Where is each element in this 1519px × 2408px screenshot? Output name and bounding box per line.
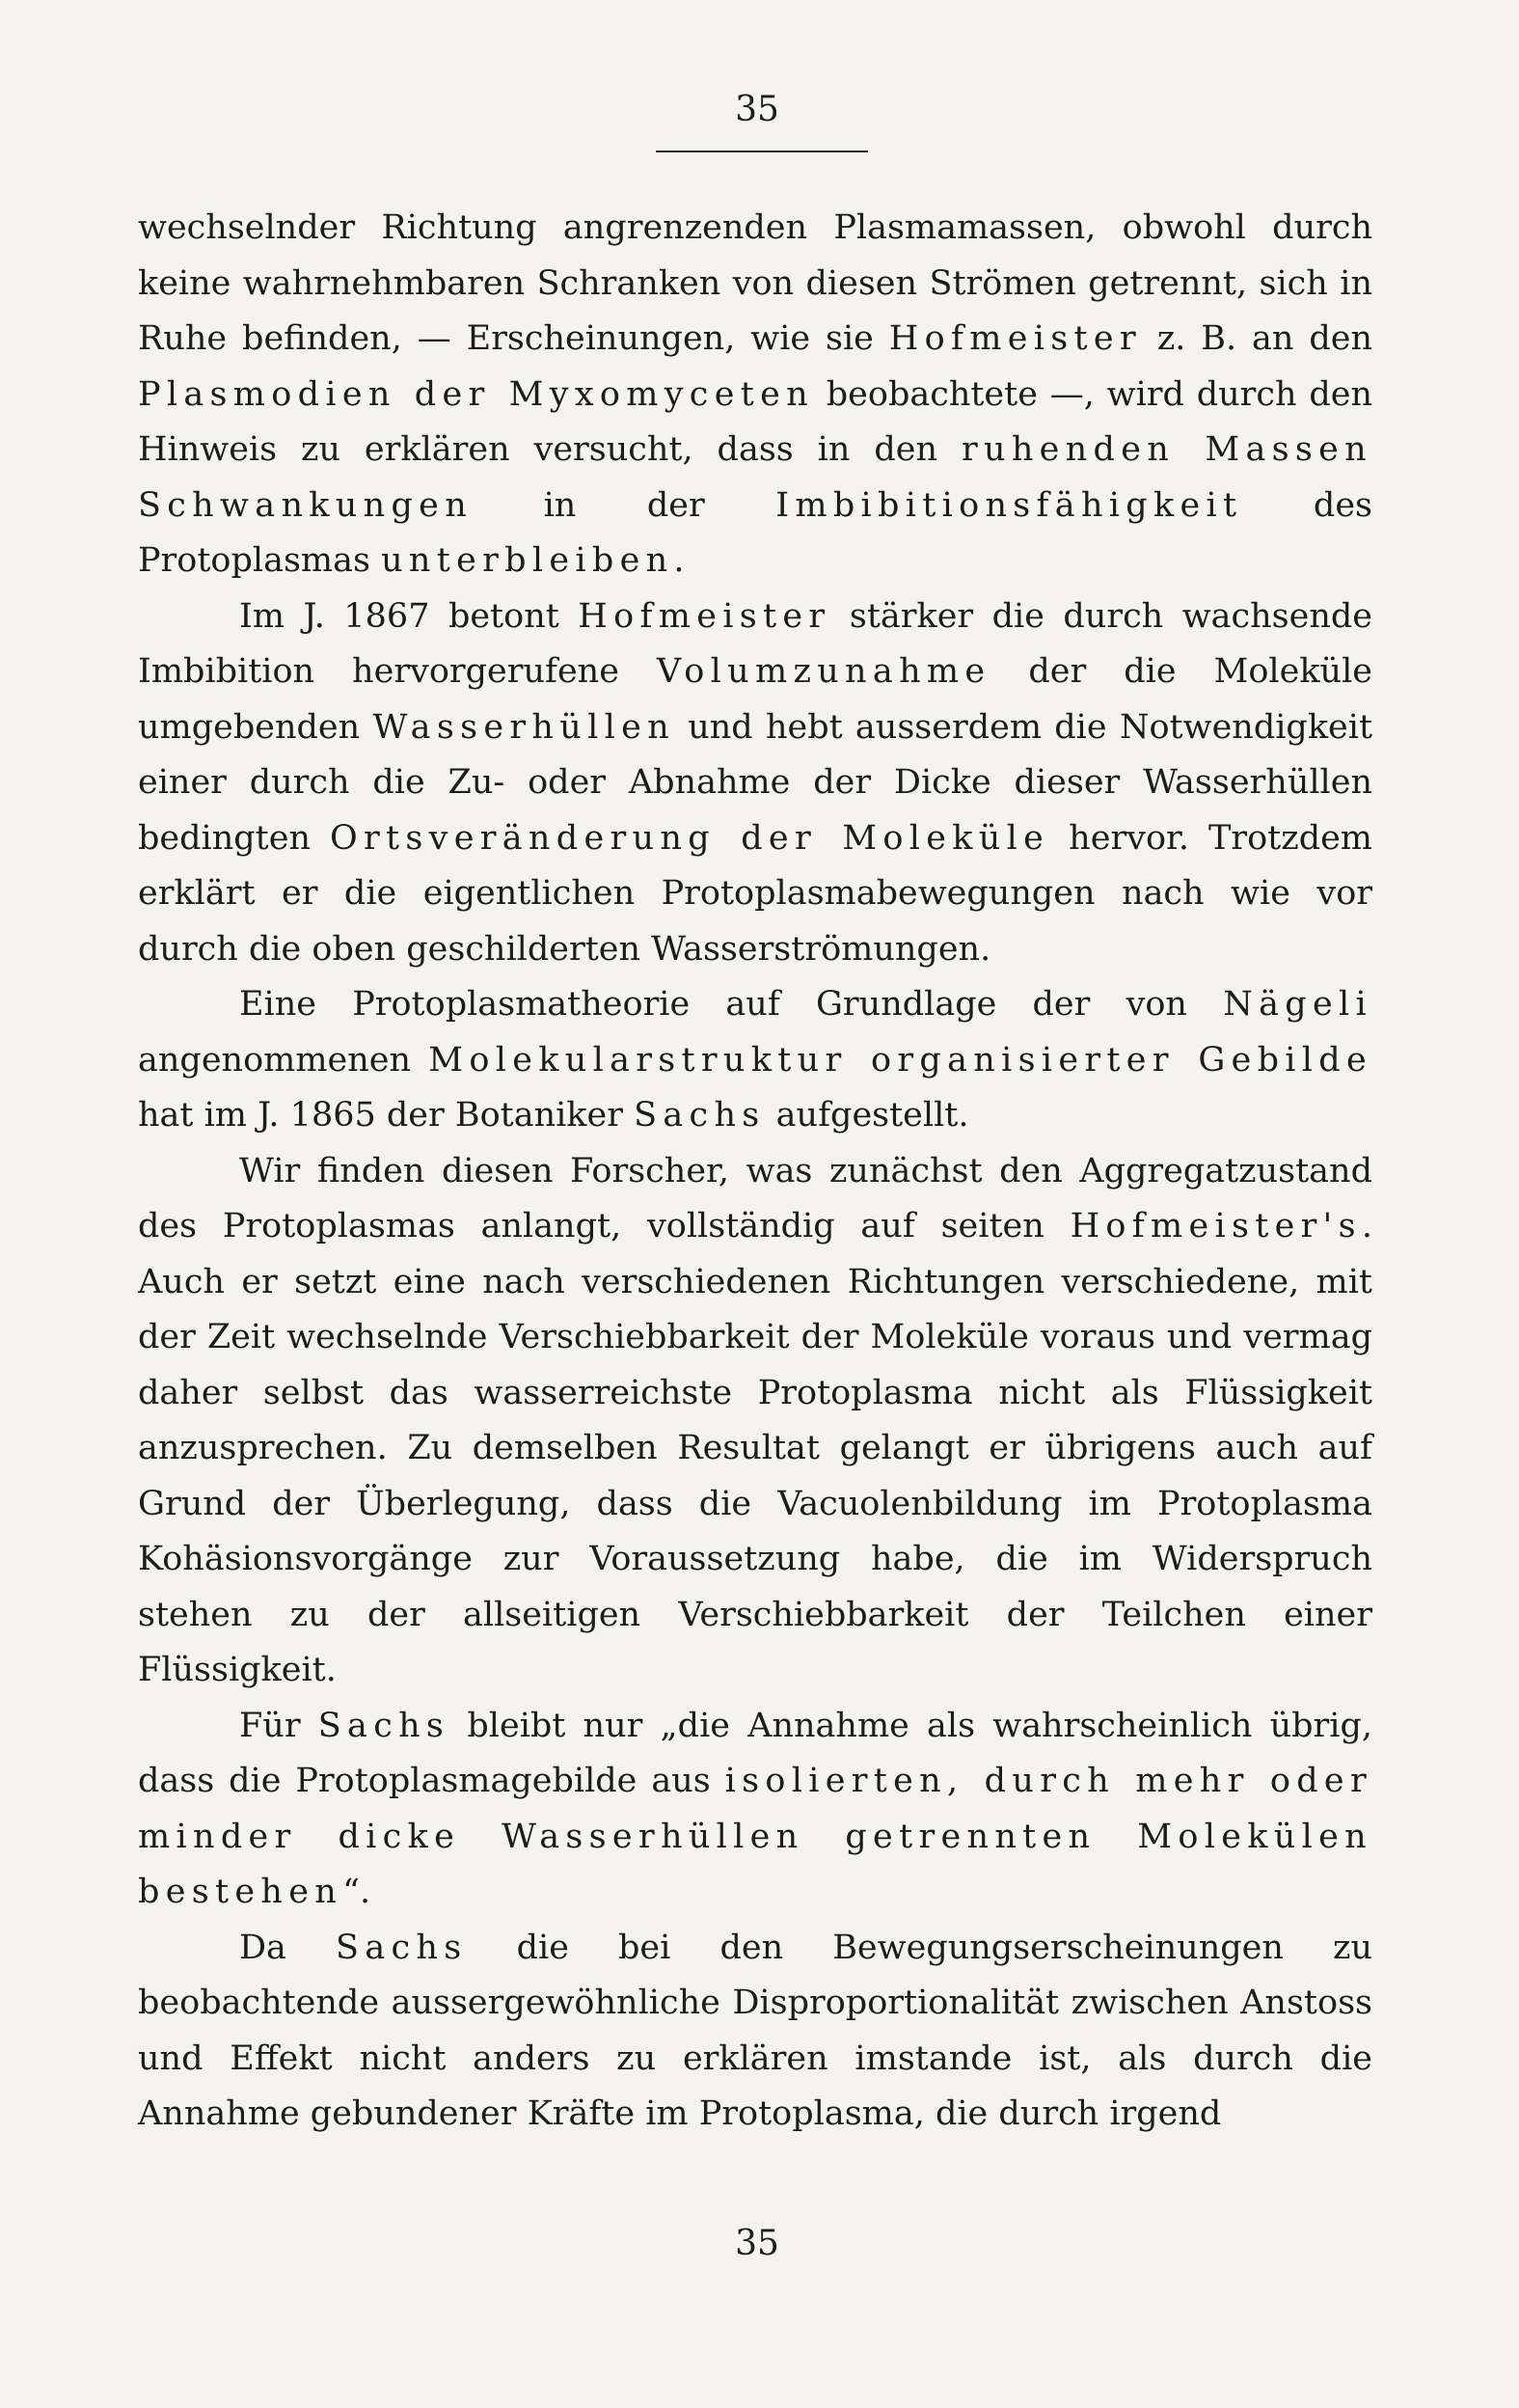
- spaced-emphasis-text: Sachs: [634, 1096, 766, 1135]
- paragraph: [138, 1699, 1372, 1921]
- page-number-bottom: 35: [735, 2224, 779, 2263]
- spaced-emphasis-text: Nägeli: [1223, 985, 1372, 1024]
- paragraph: [138, 977, 1372, 1144]
- spaced-emphasis-text: Hofmeister: [578, 596, 831, 636]
- text-segment: beobachtete —, wird durch den Hinweis zu erklären versucht, dass in den: [138, 374, 1372, 469]
- spaced-emphasis-text: ruhenden Massen Schwankungen: [138, 430, 1372, 525]
- text-segment: Eine Protoplasmatheorie auf Grundlage der von: [239, 985, 1224, 1024]
- text-segment: Wir finden diesen Forscher, was zunächst den Aggregatzustand des Protoplasmas anlangt, vollständig auf seiten: [138, 1151, 1372, 1245]
- text-segment: in der: [473, 485, 776, 525]
- text-segment: . Auch er setzt eine nach verschiedenen Richtungen verschiedene, mit der Zeit wechselnde Verschiebbarkeit der Moleküle voraus und vermag daher selbst das wasserreichste Protoplasma nicht als Flüssigkeit anzusprechen. Zu demselben Resultat gelangt er übrigens auch auf Grund der Überlegung, dass die Vacuolenbildung im Protoplasma Kohäsionsvorgänge zur Voraussetzung habe, die im Widerspruch stehen zu der allseitigen Verschiebbarkeit der Teilchen einer Flüssigkeit.: [138, 1207, 1372, 1689]
- spaced-emphasis-text: unterbleiben: [381, 541, 674, 580]
- text-segment: bleibt nur „die Annahme als wahrscheinlich übrig, dass die Protoplasmagebilde aus: [138, 1706, 1372, 1800]
- text-segment: aufgestellt.: [765, 1096, 969, 1135]
- text-segment: stärker die durch wachsende Imbibition hervorgerufene: [138, 596, 1373, 691]
- text-segment: der die Moleküle umgebenden: [138, 652, 1372, 747]
- spaced-emphasis-text: Sachs: [317, 1706, 450, 1745]
- text-segment: hat im J. 1865 der Botaniker: [138, 1096, 635, 1135]
- text-segment: .: [673, 541, 685, 580]
- text-segment: und hebt ausserdem die Notwendigkeit einer durch die Zu- oder Abnahme der Dicke dieser Wasserhüllen bedingten: [138, 707, 1373, 858]
- spaced-emphasis-text: Hofmeister: [888, 319, 1142, 358]
- spaced-emphasis-text: Hofmeister's: [1070, 1207, 1362, 1245]
- page-number-top: 35: [735, 90, 779, 129]
- body-text: [138, 201, 1372, 2143]
- spaced-emphasis-text: Ortsveränderung der Moleküle: [330, 818, 1050, 858]
- spaced-emphasis-text: Wasserhüllen: [372, 707, 675, 747]
- header-rule: [656, 150, 868, 152]
- paragraph: [138, 201, 1372, 589]
- text-segment: “.: [342, 1873, 371, 1911]
- text-segment: angenommenen: [138, 1040, 429, 1080]
- text-segment: z. B. an den: [1141, 319, 1373, 358]
- paragraph: [138, 1921, 1372, 2143]
- spaced-emphasis-text: Plasmodien der Myxomyceten: [138, 374, 814, 414]
- text-segment: hervor. Trotzdem erklärt er die eigentlichen Protoplasmabewegungen nach wie vor durch die oben geschilderten Wasserströmungen.: [138, 818, 1372, 969]
- spaced-emphasis-text: Sachs: [336, 1928, 468, 1967]
- spaced-emphasis-text: Volumzunahme: [656, 652, 991, 691]
- text-segment: Da: [239, 1928, 337, 1967]
- text-segment: Für: [239, 1706, 318, 1745]
- spaced-emphasis-text: isolierten, durch mehr oder minder dicke Wasserhüllen getrennten Molekülen bestehen: [138, 1762, 1372, 1911]
- spaced-emphasis-text: Imbibitionsfähigkeit: [775, 485, 1243, 525]
- text-segment: des Protoplasmas: [138, 485, 1372, 580]
- text-segment: die bei den Bewegungserscheinungen zu beobachtende aussergewöhnliche Disproportionalität zwischen Anstoss und Effekt nicht anders zu erklären imstande ist, als durch die Annahme gebundener Kräfte im Protoplasma, die durch irgend: [138, 1928, 1372, 2133]
- text-segment: Im J. 1867 betont: [239, 596, 579, 636]
- paragraph: [138, 589, 1372, 978]
- paragraph: [138, 1144, 1372, 1699]
- text-segment: wechselnder Richtung angrenzenden Plasmamassen, obwohl durch keine wahrnehmbaren Schranken von diesen Strömen getrennt, sich in Ruhe befinden, — Erscheinungen, wie sie: [138, 208, 1372, 358]
- spaced-emphasis-text: Molekularstruktur organisierter Gebilde: [428, 1040, 1372, 1080]
